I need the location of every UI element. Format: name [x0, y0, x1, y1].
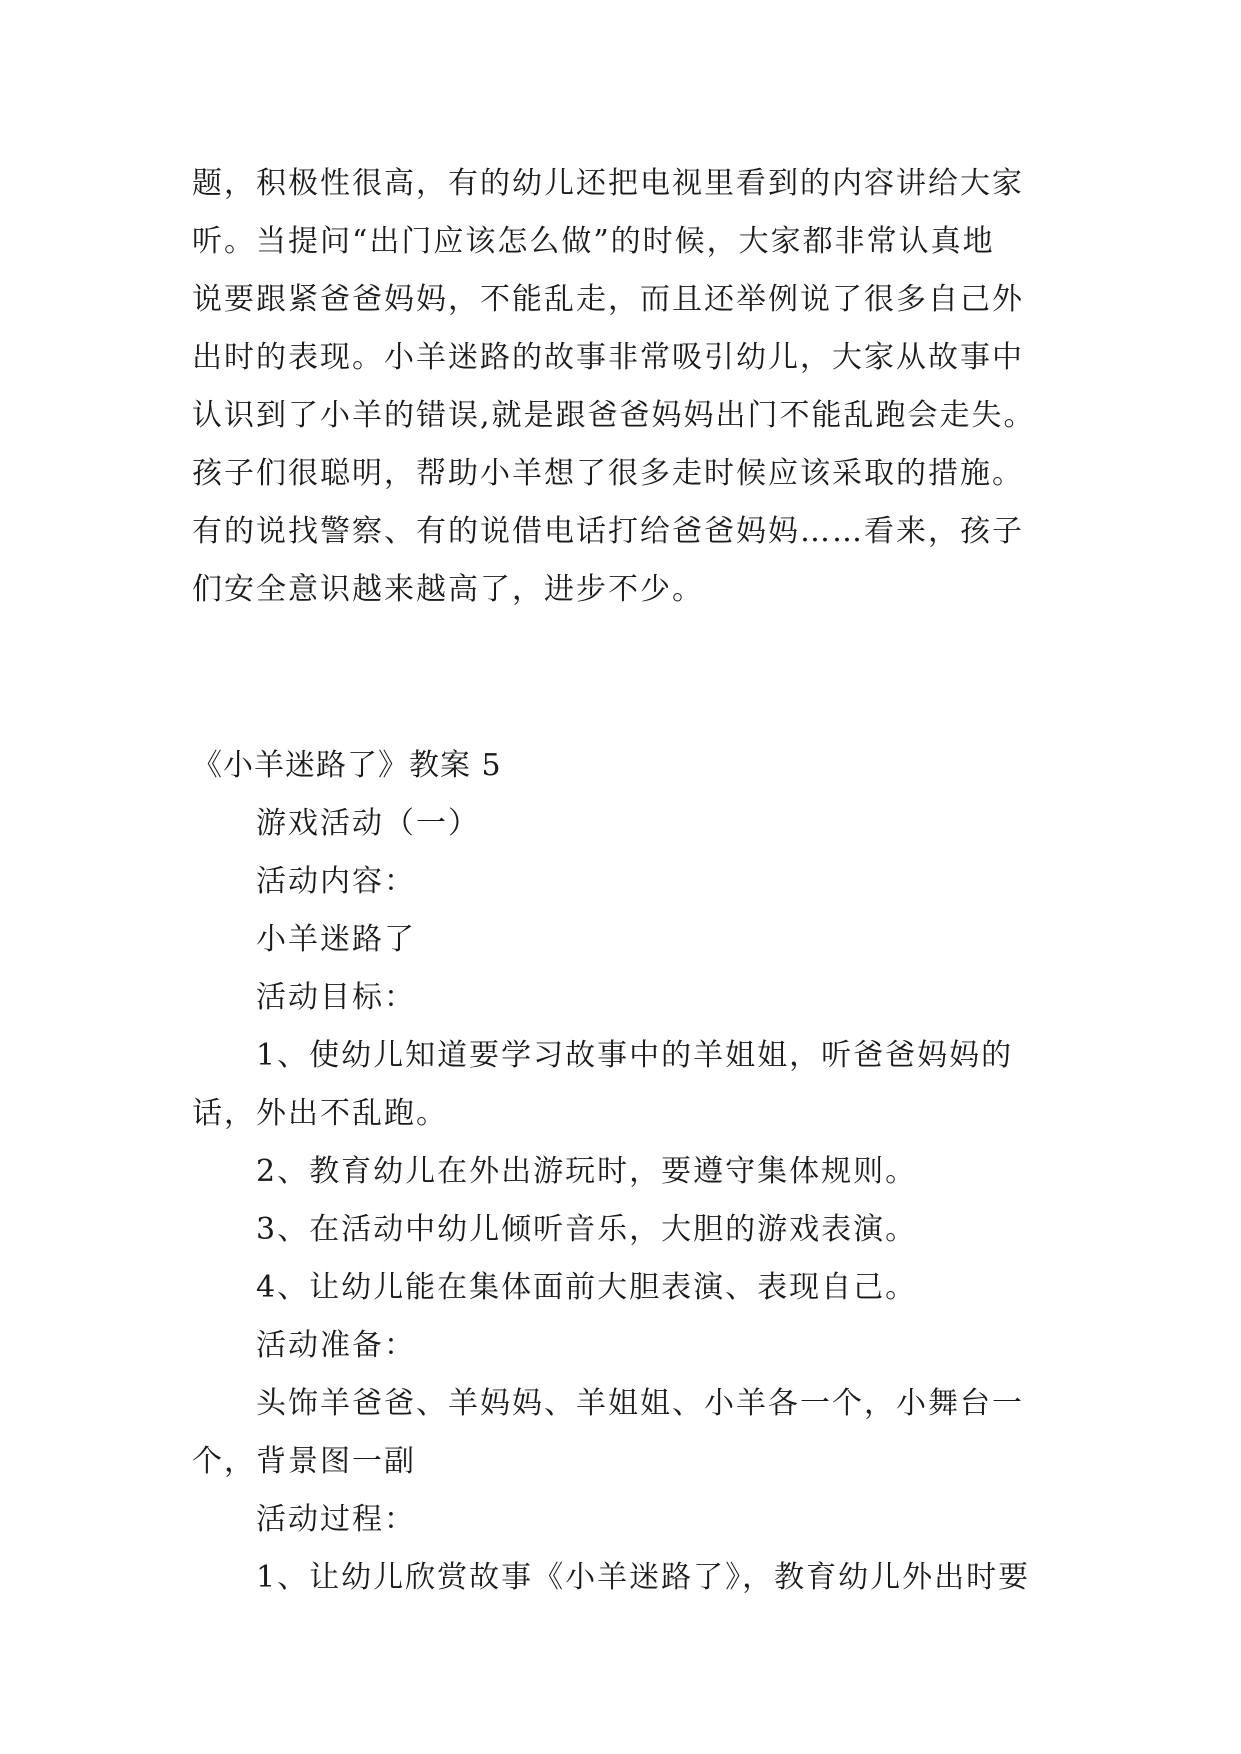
goal-item: 4、让幼儿能在集体面前大胆表演、表现自己。 [256, 1270, 918, 1305]
process-heading: 活动过程： [256, 1502, 416, 1537]
paragraph-line: 们安全意识越来越高了，进步不少。 [192, 572, 704, 607]
paragraph-line: 题，积极性很高，有的幼儿还把电视里看到的内容讲给大家 [192, 166, 1024, 201]
paragraph-line: 听。当提问“出门应该怎么做”的时候，大家都非常认真地 [192, 224, 995, 259]
section-title: 《小羊迷路了》教案 5 [192, 748, 502, 783]
document-page [192, 155, 1062, 1607]
paragraph-line: 有的说找警察、有的说借电话打给爸爸妈妈……看来，孩子 [192, 514, 1024, 549]
goal-item: 1、使幼儿知道要学习故事中的羊姐姐，听爸爸妈妈的 [256, 1038, 1014, 1073]
paragraph-line: 说要跟紧爸爸妈妈，不能乱走，而且还举例说了很多自己外 [192, 282, 1024, 317]
goal-item: 2、教育幼儿在外出游玩时，要遵守集体规则。 [256, 1154, 918, 1189]
section-spacer [192, 619, 1062, 737]
process-item: 1、让幼儿欣赏故事《小羊迷路了》，教育幼儿外出时要 [256, 1560, 1031, 1595]
prep-heading: 活动准备： [256, 1328, 416, 1363]
game-heading: 游戏活动（一） [256, 806, 480, 841]
goals-heading: 活动目标： [256, 980, 416, 1015]
paragraph-line: 认识到了小羊的错误,就是跟爸爸妈妈出门不能乱跑会走失。 [192, 398, 1036, 433]
content-text: 小羊迷路了 [256, 922, 416, 957]
paragraph-line: 孩子们很聪明，帮助小羊想了很多走时候应该采取的措施。 [192, 456, 1024, 491]
goal-item: 3、在活动中幼儿倾听音乐，大胆的游戏表演。 [256, 1212, 918, 1247]
prep-text: 头饰羊爸爸、羊妈妈、羊姐姐、小羊各一个，小舞台一 [256, 1386, 1024, 1421]
goal-item-continuation: 话，外出不乱跑。 [192, 1096, 448, 1131]
prep-text-continuation: 个，背景图一副 [192, 1444, 416, 1479]
intro-paragraph [192, 155, 1062, 619]
content-heading: 活动内容： [256, 864, 416, 899]
paragraph-line: 出时的表现。小羊迷路的故事非常吸引幼儿，大家从故事中 [192, 340, 1024, 375]
